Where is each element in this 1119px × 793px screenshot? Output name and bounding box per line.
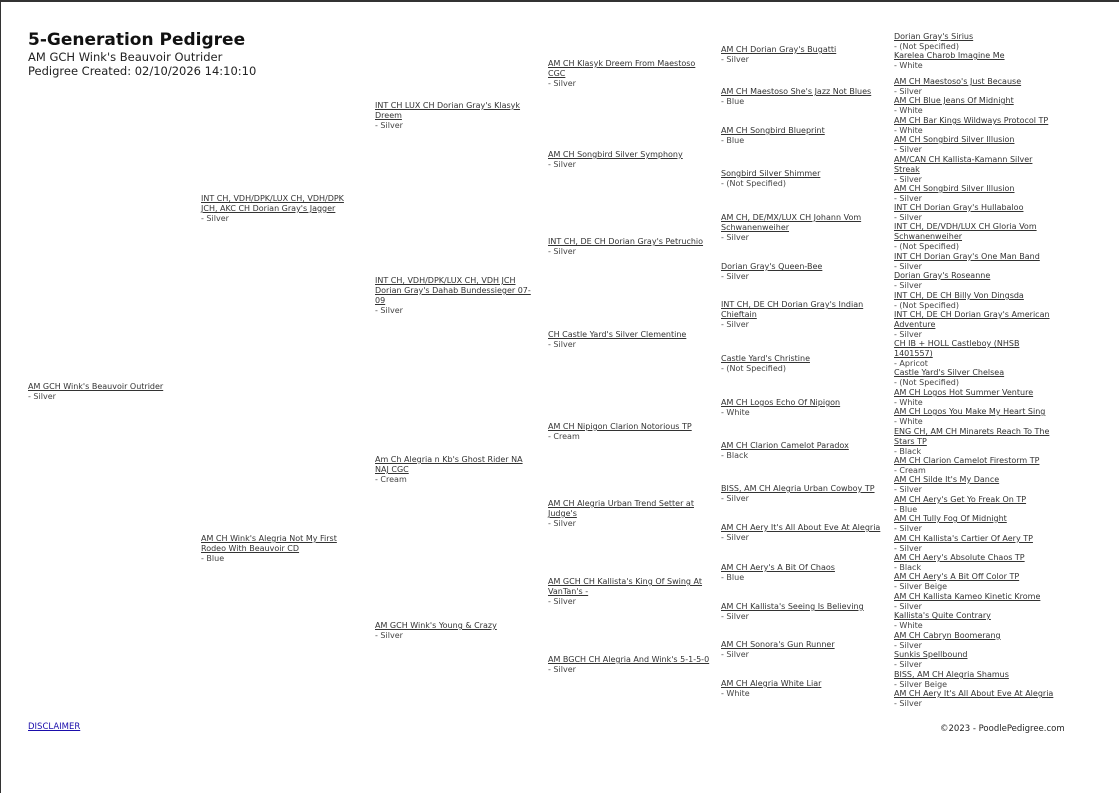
ancestor-color: - Silver xyxy=(548,597,576,606)
ancestor-name-link[interactable]: Castle Yard's Silver Chelsea xyxy=(894,368,1005,377)
ancestor-name-link[interactable]: Kallista's Quite Contrary xyxy=(894,611,991,620)
gen6-ancestor xyxy=(894,495,1059,515)
ancestor-name-link[interactable]: ENG CH, AM CH Minarets Reach To The Stars TP xyxy=(894,427,1050,446)
created-timestamp: Pedigree Created: 02/10/2026 14:10:10 xyxy=(28,64,257,78)
ancestor-color: - (Not Specified) xyxy=(894,42,959,51)
gen6-ancestor xyxy=(894,252,1059,272)
ancestor-name-link[interactable]: AM/CAN CH Kallista-Kamann Silver Streak xyxy=(894,155,1033,174)
gen6-ancestor xyxy=(894,77,1059,97)
ancestor-name-link[interactable]: AM CH Songbird Blueprint xyxy=(721,126,825,135)
ancestor-color: - White xyxy=(721,408,750,417)
ancestor-color: - Silver xyxy=(894,145,922,154)
gen6-ancestor xyxy=(894,96,1059,116)
ancestor-name-link[interactable]: BISS, AM CH Alegria Shamus xyxy=(894,670,1009,679)
gen6-ancestor xyxy=(894,135,1059,155)
gen5-ancestor xyxy=(721,45,886,65)
ancestor-name-link[interactable]: INT CH Dorian Gray's One Man Band xyxy=(894,252,1040,261)
ancestor-name-link[interactable]: AM CH Aery's A Bit Of Chaos xyxy=(721,563,835,572)
ancestor-color: - (Not Specified) xyxy=(721,364,786,373)
ancestor-name-link[interactable]: AM CH Songbird Silver Illusion xyxy=(894,184,1015,193)
ancestor-color: - Silver xyxy=(721,320,749,329)
subject-dog-name: AM GCH Wink's Beauvoir Outrider xyxy=(28,50,223,64)
gen5-ancestor xyxy=(721,441,886,461)
gen6-ancestor xyxy=(894,475,1059,495)
ancestor-color: - White xyxy=(894,417,923,426)
ancestor-color: - White xyxy=(894,61,923,70)
ancestor-name-link[interactable]: Songbird Silver Shimmer xyxy=(721,169,821,178)
ancestor-name-link[interactable]: AM CH Kallista's Seeing Is Believing xyxy=(721,602,864,611)
gen5-ancestor xyxy=(721,484,886,504)
gen5-ancestor xyxy=(721,262,886,282)
ancestor-color: - Blue xyxy=(721,136,745,145)
ancestor-name-link[interactable]: AM CH Clarion Camelot Firestorm TP xyxy=(894,456,1040,465)
gen1-ancestor xyxy=(28,382,178,402)
ancestor-color: - (Not Specified) xyxy=(894,242,959,251)
gen5-ancestor xyxy=(721,213,886,243)
gen6-ancestor xyxy=(894,51,1059,71)
ancestor-name-link[interactable]: AM CH Cabryn Boomerang xyxy=(894,631,1001,640)
gen3-ancestor xyxy=(375,101,535,131)
ancestor-name-link[interactable]: AM CH Maestoso's Just Because xyxy=(894,77,1022,86)
ancestor-color: - Blue xyxy=(721,97,745,106)
ancestor-name-link[interactable]: AM CH Nipigon Clarion Notorious TP xyxy=(548,422,692,431)
ancestor-name-link[interactable]: AM CH Aery It's All About Eve At Alegria xyxy=(721,523,881,532)
ancestor-name-link[interactable]: CH Castle Yard's Silver Clementine xyxy=(548,330,687,339)
ancestor-color: - (Not Specified) xyxy=(894,301,959,310)
ancestor-name-link[interactable]: Karelea Charob Imagine Me xyxy=(894,51,1005,60)
ancestor-name-link[interactable]: AM CH Songbird Silver Symphony xyxy=(548,150,683,159)
ancestor-color: - Silver xyxy=(548,340,576,349)
ancestor-color: - Silver xyxy=(721,233,749,242)
ancestor-name-link[interactable]: AM GCH CH Kallista's King Of Swing At VanTan's - xyxy=(548,577,703,596)
ancestor-name-link[interactable]: AM CH Alegria Urban Trend Setter at Judge's xyxy=(548,499,694,518)
ancestor-name-link[interactable]: AM CH, DE/MX/LUX CH Johann Vom Schwanenweiher xyxy=(721,213,862,232)
ancestor-name-link[interactable]: INT CH, VDH/DPK/LUX CH, VDH/DPK JCH, AKC CH Dorian Gray's Jagger xyxy=(201,194,344,213)
ancestor-name-link[interactable]: AM GCH Wink's Young & Crazy xyxy=(375,621,497,630)
ancestor-color: - White xyxy=(721,689,750,698)
ancestor-name-link[interactable]: AM CH Maestoso She's Jazz Not Blues xyxy=(721,87,872,96)
ancestor-color: - Silver xyxy=(548,519,576,528)
gen5-ancestor xyxy=(721,169,886,189)
ancestor-name-link[interactable]: INT CH, VDH/DPK/LUX CH, VDH JCH Dorian Gray's Dahab Bundessieger 07-09 xyxy=(375,276,531,305)
gen6-ancestor xyxy=(894,670,1059,690)
ancestor-color: - Cream xyxy=(375,475,407,484)
gen6-ancestor xyxy=(894,32,1059,52)
ancestor-color: - Blue xyxy=(721,573,745,582)
ancestor-name-link[interactable]: INT CH Dorian Gray's Hullabaloo xyxy=(894,203,1024,212)
ancestor-name-link[interactable]: AM BGCH CH Alegria And Wink's 5-1-5-0 xyxy=(548,655,710,664)
ancestor-color: - Silver xyxy=(721,55,749,64)
ancestor-color: - Silver xyxy=(548,79,576,88)
ancestor-color: - Silver xyxy=(894,641,922,650)
ancestor-name-link[interactable]: AM CH Aery's Absolute Chaos TP xyxy=(894,553,1025,562)
ancestor-color: - Blue xyxy=(201,554,225,563)
ancestor-color: - Black xyxy=(894,447,922,456)
gen6-ancestor xyxy=(894,407,1059,427)
ancestor-name-link[interactable]: AM CH Songbird Silver Illusion xyxy=(894,135,1015,144)
ancestor-color: - White xyxy=(894,398,923,407)
gen6-ancestor xyxy=(894,116,1059,136)
ancestor-color: - Silver xyxy=(894,544,922,553)
ancestor-color: - Silver xyxy=(894,485,922,494)
gen3-ancestor xyxy=(375,276,535,316)
ancestor-name-link[interactable]: AM CH Aery's A Bit Off Color TP xyxy=(894,572,1020,581)
gen6-ancestor xyxy=(894,631,1059,651)
gen5-ancestor xyxy=(721,87,886,107)
gen6-ancestor xyxy=(894,388,1059,408)
gen6-ancestor xyxy=(894,310,1059,340)
ancestor-color: - Silver xyxy=(894,194,922,203)
ancestor-color: - White xyxy=(894,126,923,135)
gen6-ancestor xyxy=(894,155,1059,185)
gen6-ancestor xyxy=(894,203,1059,223)
gen5-ancestor xyxy=(721,398,886,418)
ancestor-name-link[interactable]: AM CH Dorian Gray's Bugatti xyxy=(721,45,837,54)
gen6-ancestor xyxy=(894,368,1059,388)
gen6-ancestor xyxy=(894,514,1059,534)
ancestor-name-link[interactable]: Sunkis Spellbound xyxy=(894,650,968,659)
ancestor-color: - Cream xyxy=(548,432,580,441)
gen5-ancestor xyxy=(721,679,886,699)
ancestor-color: - Silver xyxy=(894,330,922,339)
ancestor-color: - Silver xyxy=(894,175,922,184)
ancestor-name-link[interactable]: AM CH Kallista Kameo Kinetic Krome xyxy=(894,592,1041,601)
ancestor-color: - Silver xyxy=(375,306,403,315)
gen4-ancestor xyxy=(548,499,710,529)
ancestor-name-link[interactable]: BISS, AM CH Alegria Urban Cowboy TP xyxy=(721,484,875,493)
ancestor-color: - White xyxy=(894,621,923,630)
ancestor-color: - Blue xyxy=(894,505,918,514)
ancestor-color: - (Not Specified) xyxy=(721,179,786,188)
gen4-ancestor xyxy=(548,150,710,170)
gen5-ancestor xyxy=(721,563,886,583)
ancestor-color: - Silver xyxy=(721,612,749,621)
ancestor-color: - Silver xyxy=(894,660,922,669)
ancestor-name-link[interactable]: AM CH Alegria White Liar xyxy=(721,679,822,688)
ancestor-name-link[interactable]: AM GCH Wink's Beauvoir Outrider xyxy=(28,382,164,391)
gen2-ancestor xyxy=(201,194,356,224)
ancestor-color: - White xyxy=(894,106,923,115)
ancestor-color: - Silver xyxy=(548,665,576,674)
gen6-ancestor xyxy=(894,339,1059,369)
ancestor-name-link[interactable]: AM CH Logos Echo Of Nipigon xyxy=(721,398,841,407)
ancestor-color: - Silver xyxy=(548,247,576,256)
pedigree-header xyxy=(28,30,256,78)
page-title: 5-Generation Pedigree xyxy=(28,30,246,50)
ancestor-name-link[interactable]: AM CH Wink's Alegria Not My First Rodeo With Beauvoir CD xyxy=(201,534,337,553)
gen3-ancestor xyxy=(375,455,535,485)
gen6-ancestor xyxy=(894,222,1059,252)
ancestor-color: - Silver xyxy=(28,392,56,401)
ancestor-color: - Silver xyxy=(375,631,403,640)
ancestor-name-link[interactable]: INT CH, DE CH Dorian Gray's American Adventure xyxy=(894,310,1050,329)
ancestor-color: - Silver xyxy=(201,214,229,223)
gen5-ancestor xyxy=(721,354,886,374)
ancestor-name-link[interactable]: AM CH Tully Fog Of Midnight xyxy=(894,514,1007,523)
ancestor-name-link[interactable]: INT CH LUX CH Dorian Gray's Klasyk Dreem xyxy=(375,101,521,120)
ancestor-color: - Black xyxy=(721,451,749,460)
gen3-ancestor xyxy=(375,621,535,641)
ancestor-color: - Cream xyxy=(894,466,926,475)
ancestor-color: - Silver xyxy=(894,262,922,271)
ancestor-name-link[interactable]: Am Ch Alegria n Kb's Ghost Rider NA NAJ CGC xyxy=(375,455,523,474)
gen4-ancestor xyxy=(548,330,710,350)
ancestor-name-link[interactable]: INT CH, DE/VDH/LUX CH Gloria Vom Schwanenweiher xyxy=(894,222,1037,241)
ancestor-name-link[interactable]: Dorian Gray's Queen-Bee xyxy=(721,262,823,271)
gen2-ancestor xyxy=(201,534,356,564)
gen5-ancestor xyxy=(721,126,886,146)
disclaimer-container xyxy=(28,722,80,732)
ancestor-name-link[interactable]: Dorian Gray's Sirius xyxy=(894,32,974,41)
gen4-ancestor xyxy=(548,655,710,675)
gen6-ancestor xyxy=(894,427,1059,457)
gen4-ancestor xyxy=(548,577,710,607)
ancestor-name-link[interactable]: AM CH Logos You Make My Heart Sing xyxy=(894,407,1046,416)
ancestor-name-link[interactable]: CH IB + HOLL Castleboy (NHSB 1401557) xyxy=(894,339,1020,358)
ancestor-color: - Silver Beige xyxy=(894,582,948,591)
ancestor-color: - Silver xyxy=(894,281,922,290)
ancestor-name-link[interactable]: AM CH Aery It's All About Eve At Alegria xyxy=(894,689,1054,698)
gen6-ancestor xyxy=(894,534,1059,554)
ancestor-name-link[interactable]: AM CH Sonora's Gun Runner xyxy=(721,640,835,649)
ancestor-color: - Silver xyxy=(721,533,749,542)
ancestor-name-link[interactable]: AM CH Silde It's My Dance xyxy=(894,475,1000,484)
ancestor-color: - Silver xyxy=(721,650,749,659)
ancestor-color: - Silver xyxy=(548,160,576,169)
ancestor-name-link[interactable]: AM CH Blue Jeans Of Midnight xyxy=(894,96,1014,105)
ancestor-color: - (Not Specified) xyxy=(894,378,959,387)
ancestor-name-link[interactable]: INT CH, DE CH Billy Von Dingsda xyxy=(894,291,1024,300)
ancestor-name-link[interactable]: AM CH Logos Hot Summer Venture xyxy=(894,388,1034,397)
ancestor-color: - Silver Beige xyxy=(894,680,948,689)
ancestor-color: - Apricot xyxy=(894,359,928,368)
gen5-ancestor xyxy=(721,640,886,660)
gen5-ancestor xyxy=(721,300,886,330)
gen6-ancestor xyxy=(894,291,1059,311)
gen6-ancestor xyxy=(894,611,1059,631)
gen6-ancestor xyxy=(894,572,1059,592)
ancestor-name-link[interactable]: INT CH, DE CH Dorian Gray's Petruchio xyxy=(548,237,704,246)
ancestor-color: - Silver xyxy=(894,699,922,708)
ancestor-name-link[interactable]: Castle Yard's Christine xyxy=(721,354,810,363)
ancestor-name-link[interactable]: AM CH Clarion Camelot Paradox xyxy=(721,441,849,450)
gen4-ancestor xyxy=(548,59,710,89)
copyright-text: ©2023 - PoodlePedigree.com xyxy=(940,724,1065,734)
ancestor-color: - Black xyxy=(894,563,922,572)
gen5-ancestor xyxy=(721,602,886,622)
gen6-ancestor xyxy=(894,689,1059,709)
ancestor-name-link[interactable]: AM CH Kallista's Cartier Of Aery TP xyxy=(894,534,1033,543)
disclaimer-link[interactable]: DISCLAIMER xyxy=(28,722,81,732)
ancestor-name-link[interactable]: INT CH, DE CH Dorian Gray's Indian Chieftain xyxy=(721,300,864,319)
gen6-ancestor xyxy=(894,456,1059,476)
ancestor-color: - Silver xyxy=(894,524,922,533)
ancestor-name-link[interactable]: Dorian Gray's Roseanne xyxy=(894,271,991,280)
ancestor-color: - Silver xyxy=(721,272,749,281)
ancestor-color: - Silver xyxy=(894,213,922,222)
gen4-ancestor xyxy=(548,422,710,442)
ancestor-color: - Silver xyxy=(721,494,749,503)
ancestor-color: - Silver xyxy=(894,87,922,96)
ancestor-name-link[interactable]: AM CH Aery's Get Yo Freak On TP xyxy=(894,495,1027,504)
ancestor-color: - Silver xyxy=(894,602,922,611)
gen5-ancestor xyxy=(721,523,886,543)
gen6-ancestor xyxy=(894,592,1059,612)
ancestor-color: - Silver xyxy=(375,121,403,130)
gen6-ancestor xyxy=(894,553,1059,573)
gen6-ancestor xyxy=(894,184,1059,204)
ancestor-name-link[interactable]: AM CH Bar Kings Wildways Protocol TP xyxy=(894,116,1049,125)
ancestor-name-link[interactable]: AM CH Klasyk Dreem From Maestoso CGC xyxy=(548,59,696,78)
gen6-ancestor xyxy=(894,650,1059,670)
gen4-ancestor xyxy=(548,237,710,257)
gen6-ancestor xyxy=(894,271,1059,291)
